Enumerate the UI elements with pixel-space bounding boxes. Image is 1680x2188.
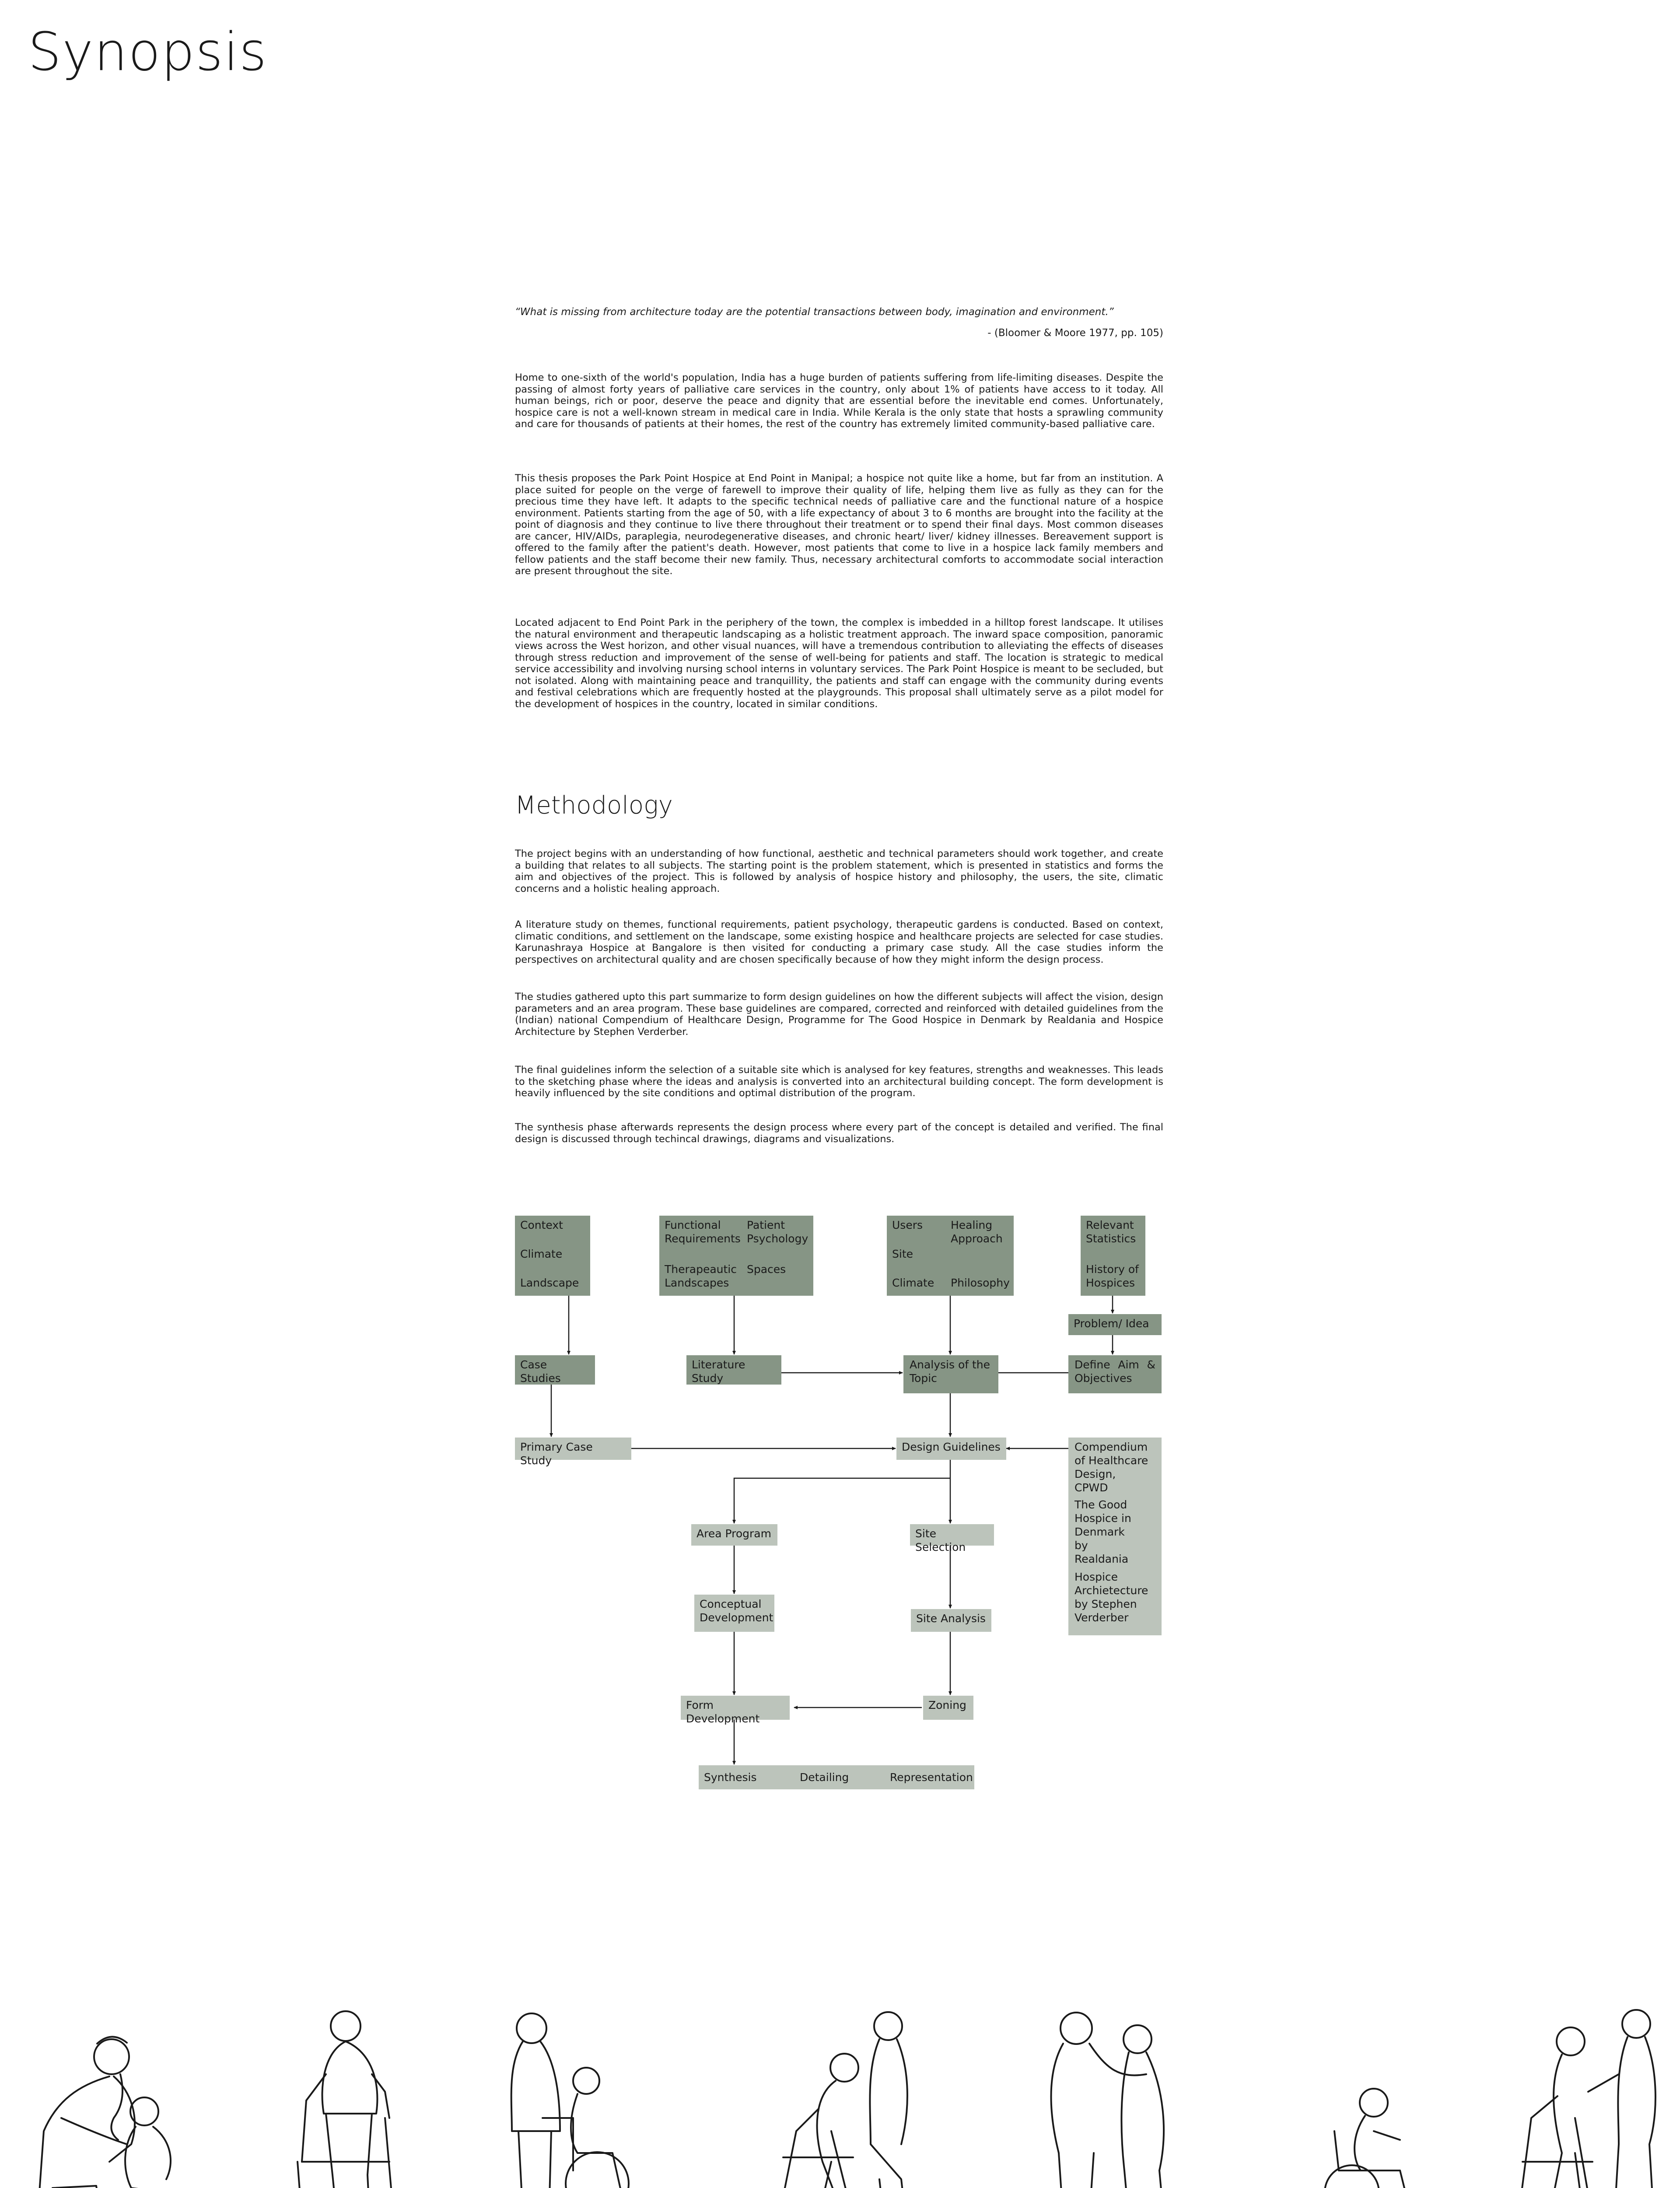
- flow-box-define-aim: Define Aim & Objectives: [1068, 1355, 1162, 1393]
- flow-box-area-program: Area Program: [691, 1524, 777, 1546]
- elderly-walker-figure: [298, 2011, 394, 2188]
- carer-and-walker-figures: [1518, 2010, 1656, 2188]
- epigraph-quote: “What is missing from architecture today are the potential transactions between body, imagination and environment.”: [515, 306, 1114, 318]
- nurse-wheelchair-figure: [511, 2013, 629, 2188]
- caregivers-line-illustration: [0, 1987, 1680, 2188]
- flow-box-zoning: Zoning: [923, 1696, 973, 1720]
- assisted-walking-figures: [779, 2012, 907, 2188]
- flow-box-design-guidelines: Design Guidelines: [896, 1438, 1006, 1460]
- flow-box-literature-study: Literature Study: [686, 1355, 781, 1385]
- flow-box-relevant: Relevant Statistics History of Hospices: [1081, 1216, 1145, 1296]
- flow-box-primary-case-study: Primary Case Study: [515, 1438, 631, 1460]
- flow-box-case-studies: Case Studies: [515, 1355, 595, 1385]
- wheelchair-user-figure: [1325, 2089, 1422, 2188]
- methodology-title: Methodology: [515, 791, 673, 820]
- doctor-figure: [39, 2037, 135, 2188]
- flow-box-analysis: Analysis of the Topic: [903, 1355, 998, 1393]
- methodology-paragraph-5: The synthesis phase afterwards represents the design process where every part of the concept is detailed and verified. The final design is discussed through techincal drawings, diagrams and visualizations.: [515, 1122, 1163, 1145]
- flow-box-users: Users Healing Approach Site Climate Philosophy: [887, 1216, 1014, 1296]
- flow-box-site-selection: Site Selection: [910, 1524, 994, 1546]
- flow-box-context: Context Climate Landscape: [515, 1216, 590, 1296]
- flow-box-conceptual: Conceptual Development: [694, 1595, 774, 1632]
- methodology-paragraph-1: The project begins with an understanding of how functional, aesthetic and technical parameters should work together, and create a building that relates to all subjects. The starting point is the problem statement, which is presented in statistics and forms the aim and objectives of the project. This is followed by analysis of hospice history and philosophy, the users, the site, climatic concerns and a holistic healing approach.: [515, 848, 1163, 894]
- page-title: Synopsis: [28, 22, 268, 83]
- flow-box-site-analysis: Site Analysis: [911, 1609, 991, 1632]
- methodology-paragraph-2: A literature study on themes, functional requirements, patient psychology, therapeutic gardens is conducted. Based on context, climatic conditions, and settlement on the landscape, some existing hospice and healthcare projects are selected for case studies. Karunashraya Hospice at Bangalore is then visited for conducting a primary case study. All the case studies inform the perspectives on architectural quality and are chosen specifically because of how they might inform the design process.: [515, 919, 1163, 965]
- epigraph-source: - (Bloomer & Moore 1977, pp. 105): [987, 327, 1163, 339]
- flow-box-functional: Functional Requirements Patient Psychology Therapeautic Landscapes Spaces: [659, 1216, 813, 1296]
- flow-box-synthesis: Synthesis Detailing Representation: [699, 1765, 974, 1789]
- synopsis-paragraph-1: Home to one-sixth of the world's population, India has a huge burden of patients suffering from life-limiting diseases. Despite the passing of almost forty years of palliative care services in the country, only about 1% of patients have access to it today. All human beings, rich or poor, deserve the peace and dignity that are essential before the inevitable end comes. Unfortunately, hospice care is not a well-known stream in medical care in India. While Kerala is the only state that hosts a sprawling community and care for thousands of patients at their homes, the rest of the country has extremely limited community-based palliative care.: [515, 372, 1163, 430]
- synopsis-paragraph-2: This thesis proposes the Park Point Hospice at End Point in Manipal; a hospice not quite like a home, but far from an institution. A place suited for people on the verge of farewell to improve their quality of life, helping them live as fully as they can for the precious time they have left. It adapts to the specific technical needs of palliative care and the functional nature of a hospice environment. Patients starting from the age of 50, with a life expectancy of about 3 to 6 months are brought into the facility at the point of diagnosis and they continue to live there throughout their treatment or to spend their final days. Most common diseases are cancer, HIV/AIDs, paraplegia, neurodegenerative diseases, and chronic heart/ liver/ kidney illnesses. Bereavement support is offered to the family after the patient's death. However, most patients that come to live in a hospice lack family members and fellow patients and the staff become their new family. Thus, necessary architectural comforts to accommodate social interaction are present throughout the site.: [515, 473, 1163, 577]
- embracing-couple-figures: [1051, 2013, 1164, 2188]
- flow-box-compendium: Compendium of Healthcare Design, CPWD The Good Hospice in Denmark by Realdania Hospice Archietecture by Stephen Verderber: [1068, 1438, 1162, 1635]
- synopsis-paragraph-3: Located adjacent to End Point Park in the periphery of the town, the complex is imbedded in a hilltop forest landscape. It utilises the natural environment and therapeutic landscaping as a holistic treatment approach. The inward space composition, panoramic views across the West horizon, and other visual nuances, will have a tremendous contribution to alleviating the effects of diseases through stress reduction and improvement of the sense of well-being for patients and staff. The location is strategic to medical service accessibility and involving nursing school interns in voluntary services. The Park Point Hospice is meant to be secluded, but not isolated. Along with maintaining peace and tranquillity, the patients and staff can engage with the community during events and festival celebrations which are frequently hosted at the playgrounds. This proposal shall ultimately serve as a pilot model for the development of hospices in the country, located in similar conditions.: [515, 617, 1163, 710]
- methodology-paragraph-4: The final guidelines inform the selection of a suitable site which is analysed for key features, strengths and weaknesses. This leads to the sketching phase where the ideas and analysis is converted into an architectural building concept. The form development is heavily influenced by the site conditions and optimal distribution of the program.: [515, 1064, 1163, 1099]
- methodology-paragraph-3: The studies gathered upto this part summarize to form design guidelines on how the different subjects will affect the vision, design parameters and an area program. These base guidelines are compared, corrected and reinforced with detailed guidelines from the (Indian) national Compendium of Healthcare Design, Programme for The Good Hospice in Denmark by Realdania and Hospice Architecture by Stephen Verderber.: [515, 991, 1163, 1038]
- flow-box-form-development: Form Development: [681, 1696, 790, 1720]
- flow-box-problem: Problem/ Idea: [1068, 1314, 1162, 1335]
